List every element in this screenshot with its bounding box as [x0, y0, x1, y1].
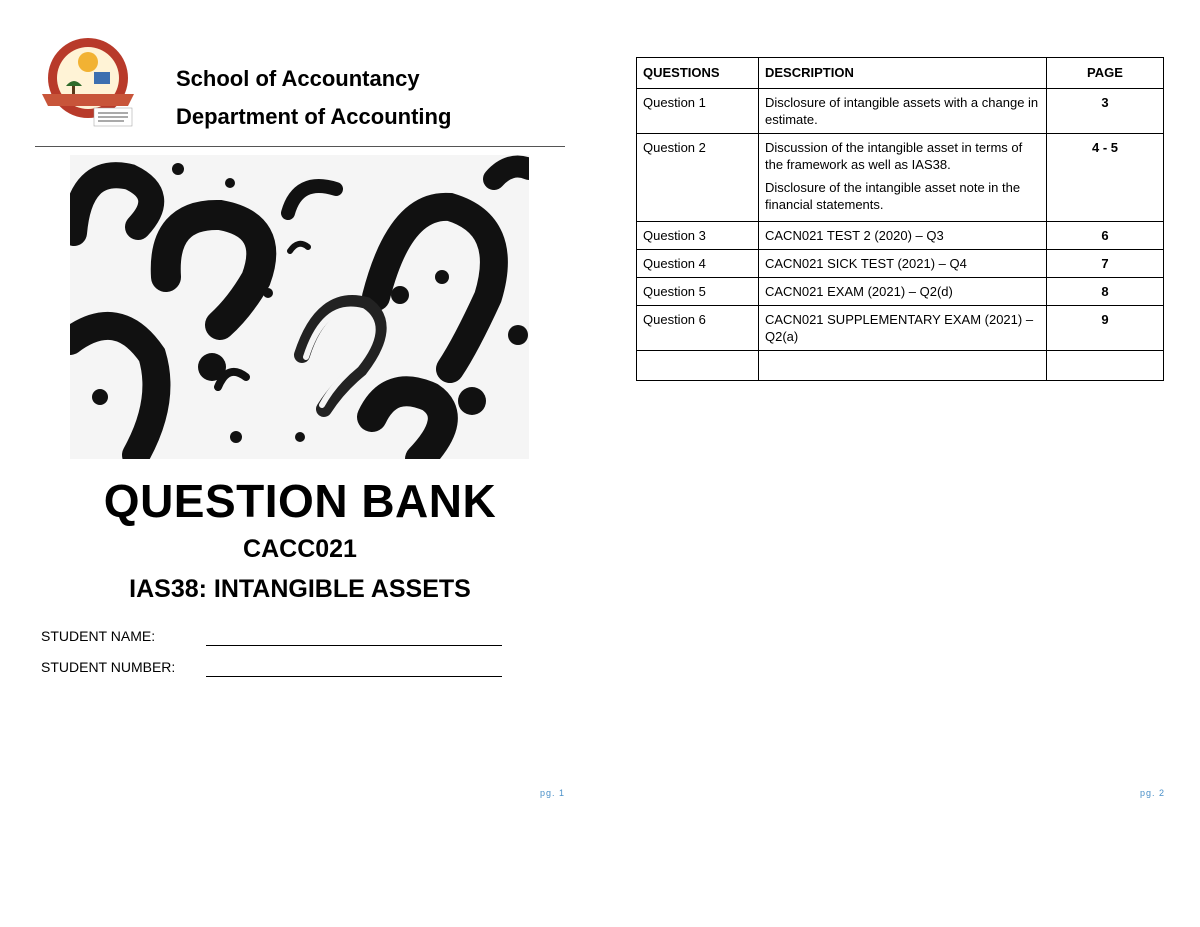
- page-cell: 7: [1047, 250, 1164, 278]
- question-marks-illustration: [70, 155, 529, 459]
- header-page: PAGE: [1047, 58, 1164, 89]
- description-cell: CACN021 SUPPLEMENTARY EXAM (2021) – Q2(a): [759, 306, 1047, 351]
- header-divider: [35, 146, 565, 147]
- header-description: DESCRIPTION: [759, 58, 1047, 89]
- header-questions: QUESTIONS: [637, 58, 759, 89]
- question-cell: Question 6: [637, 306, 759, 351]
- table-row: [637, 278, 1164, 306]
- question-cell: Question 1: [637, 89, 759, 134]
- department-name: Department of Accounting: [176, 104, 452, 129]
- page-number-1: pg. 1: [540, 788, 566, 798]
- question-cell: Question 5: [637, 278, 759, 306]
- page-number-2: pg. 2: [1140, 788, 1166, 798]
- page-cell: 9: [1047, 306, 1164, 351]
- empty-cell: [1047, 351, 1164, 381]
- questions-table: [636, 57, 1164, 381]
- question-cell: Question 3: [637, 222, 759, 250]
- description-cell: CACN021 TEST 2 (2020) – Q3: [759, 222, 1047, 250]
- university-logo: [38, 36, 160, 134]
- description-cell: Disclosure of intangible assets with a change in estimate.: [759, 89, 1047, 134]
- description-cell: [759, 134, 1047, 222]
- table-row: [637, 89, 1164, 134]
- page-cell: 6: [1047, 222, 1164, 250]
- description-line: Discussion of the intangible asset in terms of the framework as well as IAS38.: [765, 140, 1023, 172]
- topic-title: IAS38: INTANGIBLE ASSETS: [129, 575, 471, 603]
- question-cell: Question 4: [637, 250, 759, 278]
- school-name: School of Accountancy: [176, 66, 420, 91]
- table-row-empty: [637, 351, 1164, 381]
- page-cell: 8: [1047, 278, 1164, 306]
- empty-cell: [759, 351, 1047, 381]
- table-row: [637, 222, 1164, 250]
- student-name-line[interactable]: [206, 645, 502, 646]
- description-cell: CACN021 EXAM (2021) – Q2(d): [759, 278, 1047, 306]
- document-title: QUESTION BANK: [103, 475, 497, 527]
- student-number-line[interactable]: [206, 676, 502, 677]
- page-cell: 4 - 5: [1047, 134, 1164, 222]
- description-line: Disclosure of the intangible asset note in the financial statements.: [765, 180, 1021, 212]
- table-row: [637, 306, 1164, 351]
- student-name-label: STUDENT NAME:: [41, 628, 156, 644]
- student-number-label: STUDENT NUMBER:: [41, 659, 176, 675]
- table-header-row: [637, 58, 1164, 89]
- page-cell: 3: [1047, 89, 1164, 134]
- empty-cell: [637, 351, 759, 381]
- description-cell: CACN021 SICK TEST (2021) – Q4: [759, 250, 1047, 278]
- table-row: [637, 134, 1164, 222]
- table-row: [637, 250, 1164, 278]
- question-cell: Question 2: [637, 134, 759, 222]
- course-code: CACC021: [243, 535, 357, 563]
